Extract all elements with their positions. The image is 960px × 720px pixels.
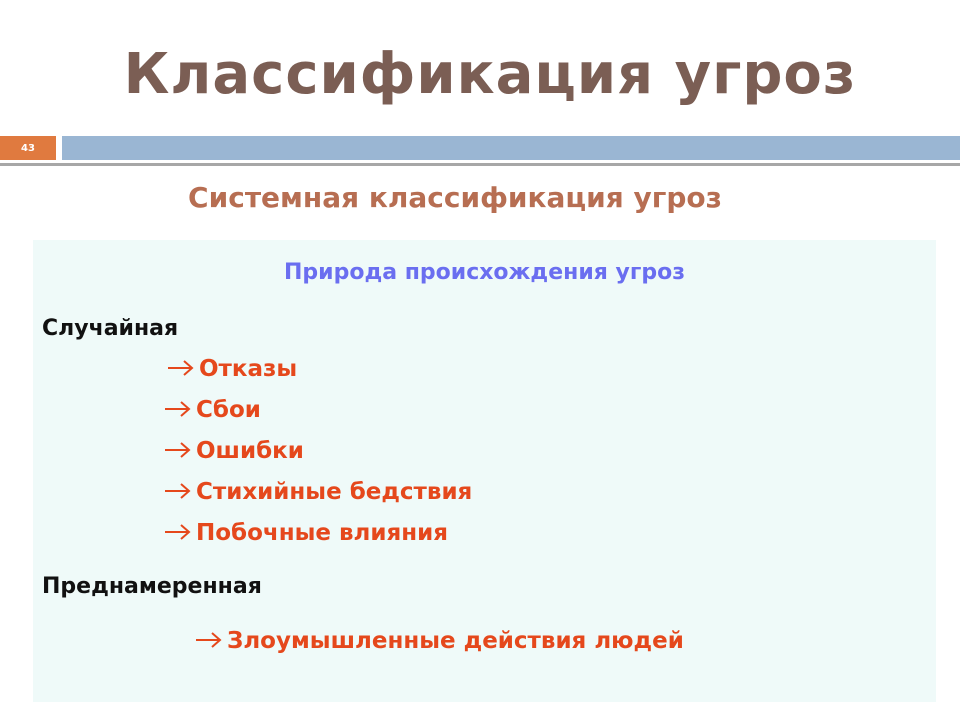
content-heading: Природа происхождения угроз [284,260,685,285]
arrow-right-icon [195,630,223,650]
list-item-accidental [164,397,261,423]
list-item-accidental [164,479,472,505]
content-box [33,240,936,702]
arrow-right-icon [164,399,192,419]
header-divider [0,163,960,166]
list-item-label: Стихийные бедствия [196,479,473,505]
list-item-accidental [167,356,297,382]
slide-number: 43 [0,136,56,160]
arrow-right-icon [167,358,195,378]
list-item-intentional [195,628,684,654]
slide-title: Классификация угроз [123,42,857,107]
list-item-accidental [164,520,448,546]
list-item-label: Отказы [199,356,298,382]
arrow-right-icon [164,440,192,460]
category-intentional: Преднамеренная [42,574,262,599]
list-item-label: Злоумышленные действия людей [227,628,684,654]
list-item-label: Сбои [196,397,261,423]
list-item-label: Побочные влияния [196,520,449,546]
list-item-accidental [164,438,304,464]
category-accidental: Случайная [42,316,179,341]
arrow-right-icon [164,481,192,501]
arrow-right-icon [164,522,192,542]
list-item-label: Ошибки [196,438,304,464]
slide-subtitle: Системная классификация угроз [188,181,722,214]
header-bar [62,136,960,160]
